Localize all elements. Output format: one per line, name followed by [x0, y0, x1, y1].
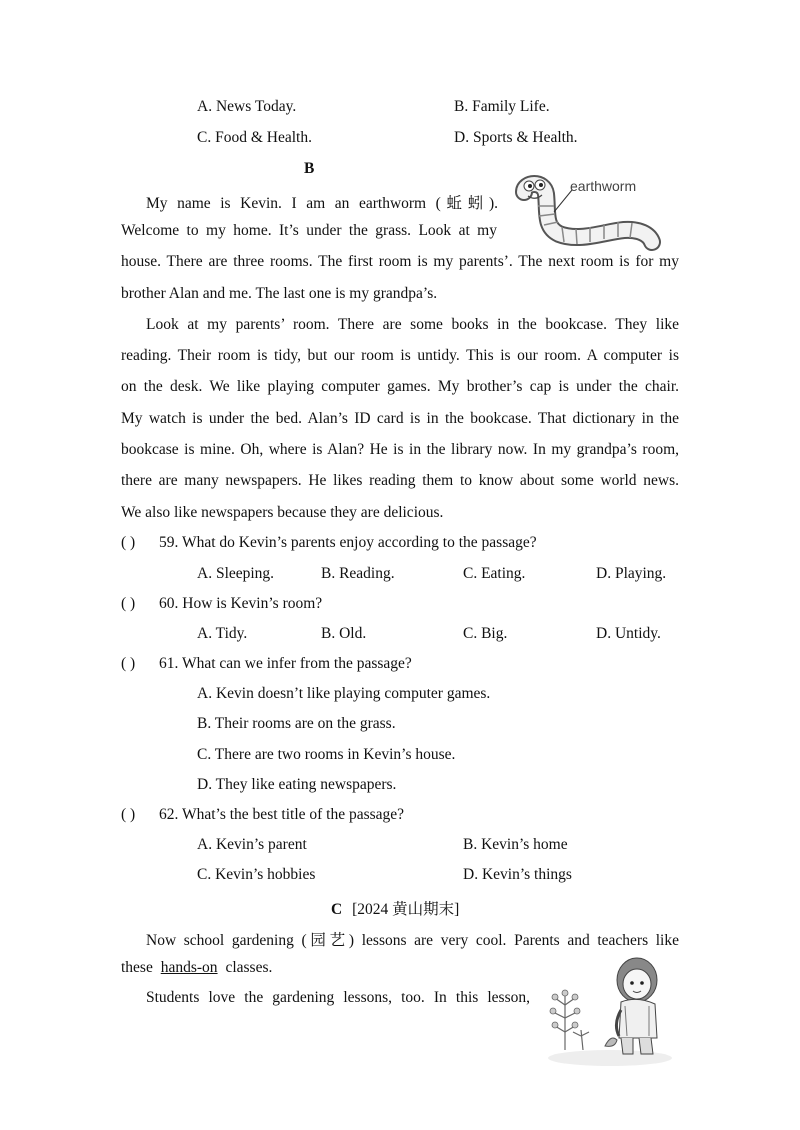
question-option: A. Kevin’s parent: [197, 836, 307, 853]
question-option: A. Sleeping.: [197, 565, 275, 582]
option-d: D. Sports & Health.: [454, 129, 578, 146]
passage-line: on the desk. We like playing computer games. My brother’s cap is under the chair.: [121, 378, 679, 395]
question-option: C. Big.: [463, 625, 508, 642]
question-stem: 60. How is Kevin’s room?: [159, 595, 323, 612]
question-option: C. Kevin’s hobbies: [197, 866, 316, 883]
question-option: D. They like eating newspapers.: [197, 776, 397, 793]
question-option: A. Tidy.: [197, 625, 248, 642]
question-option: B. Kevin’s home: [463, 836, 568, 853]
passage-line: bookcase is mine. Oh, where is Alan? He is in the library now. In my grandpa’s room,: [121, 441, 679, 458]
passage-line: My name is Kevin. I am an earthworm (蚯蚓).: [146, 195, 498, 212]
section-c-source: [2024 黄山期末]: [352, 901, 460, 918]
passage-line: there are many newspapers. He likes reading them to know about some world news.: [121, 472, 679, 489]
gardening-illustration: [545, 950, 675, 1068]
passage-line: Students love the gardening lessons, too. In this lesson,: [146, 989, 530, 1006]
question-option: B. Their rooms are on the grass.: [197, 715, 396, 732]
passage-text: these: [121, 959, 153, 976]
question-stem: 61. What can we infer from the passage?: [159, 655, 412, 672]
answer-blank[interactable]: ( ): [121, 534, 136, 551]
question-option: B. Old.: [321, 625, 367, 642]
passage-line: Welcome to my home. It’s under the grass. Look at my: [121, 222, 497, 239]
option-b: B. Family Life.: [454, 98, 550, 115]
question-option: D. Untidy.: [596, 625, 661, 642]
option-a: A. News Today.: [197, 98, 297, 115]
question-option: D. Playing.: [596, 565, 667, 582]
option-c: C. Food & Health.: [197, 129, 312, 146]
passage-line: Look at my parents’ room. There are some books in the bookcase. They like: [146, 316, 679, 333]
passage-line: brother Alan and me. The last one is my grandpa’s.: [121, 285, 438, 302]
passage-line: My watch is under the bed. Alan’s ID card is in the bookcase. That dictionary in the: [121, 410, 679, 427]
passage-line: reading. Their room is tidy, but our room is untidy. This is our room. A computer is: [121, 347, 679, 364]
question-stem: 62. What’s the best title of the passage?: [159, 806, 405, 823]
question-stem: 59. What do Kevin’s parents enjoy according to the passage?: [159, 534, 537, 551]
passage-text: classes.: [225, 959, 273, 976]
question-option: C. There are two rooms in Kevin’s house.: [197, 746, 456, 763]
passage-line: We also like newspapers because they are delicious.: [121, 504, 444, 521]
answer-blank[interactable]: ( ): [121, 655, 136, 672]
section-b-heading: B: [304, 160, 315, 177]
passage-line: house. There are three rooms. The first room is my parents’. The next room is for my: [121, 253, 679, 270]
question-option: B. Reading.: [321, 565, 395, 582]
question-option: A. Kevin doesn’t like playing computer games.: [197, 685, 491, 702]
section-c-heading: [331, 897, 459, 919]
passage-line: Now school gardening (园艺) lessons are very cool. Parents and teachers like: [146, 932, 679, 949]
section-c-letter: C: [331, 901, 343, 918]
passage-line: [121, 959, 272, 977]
underlined-term: hands-on: [160, 959, 218, 976]
question-option: C. Eating.: [463, 565, 526, 582]
illustration-label: earthworm: [570, 178, 637, 194]
gardening-girl-icon: [545, 950, 675, 1068]
answer-blank[interactable]: ( ): [121, 806, 136, 823]
question-option: D. Kevin’s things: [463, 866, 572, 883]
answer-blank[interactable]: ( ): [121, 595, 136, 612]
